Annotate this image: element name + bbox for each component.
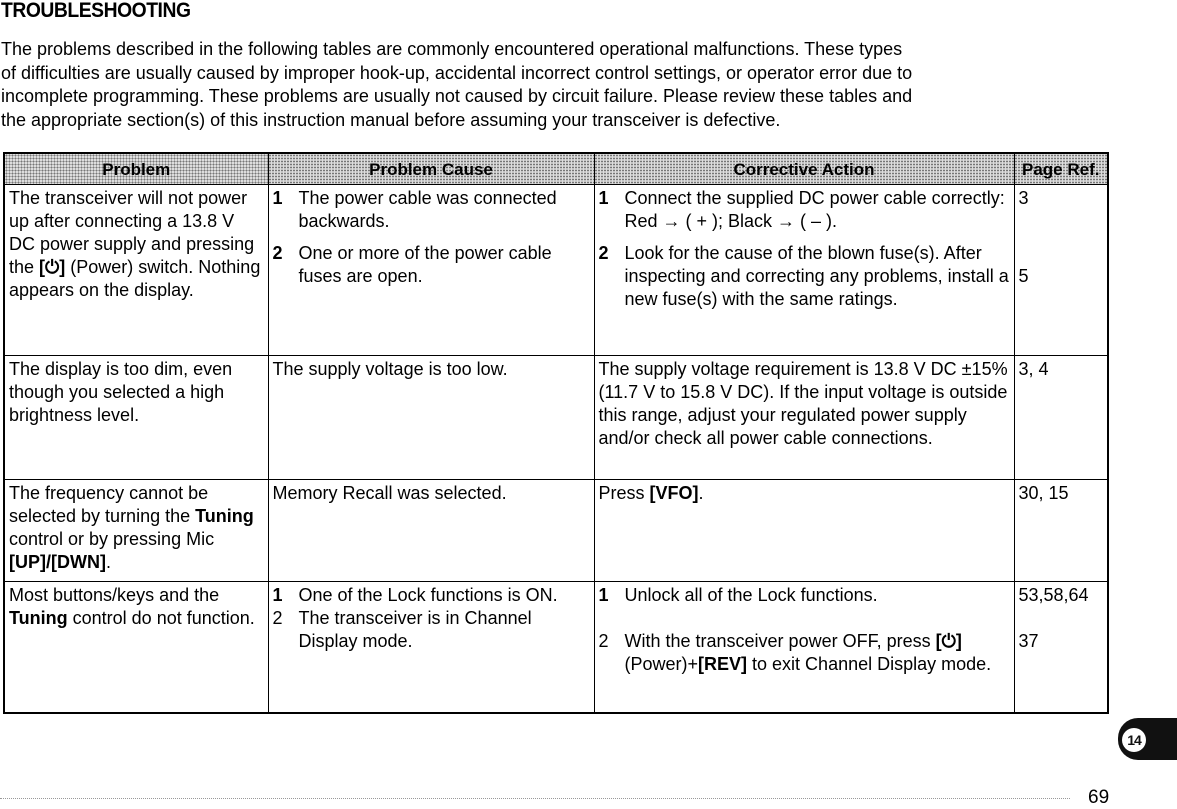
- page-ref-cell: 3 5: [1014, 185, 1108, 356]
- header-corrective-action: Corrective Action: [594, 153, 1014, 185]
- page-ref-cell: 30, 15: [1014, 480, 1108, 582]
- problem-cell: The frequency cannot be selected by turning the Tuning control or by pressing Mic [UP]/[DWN].: [4, 480, 268, 582]
- cause-cell: The supply voltage is too low.: [268, 356, 594, 480]
- power-key-label: [⏻]: [39, 257, 66, 277]
- page-title: TROUBLESHOOTING: [1, 0, 191, 22]
- page-ref-cell: 53,58,64 37: [1014, 582, 1108, 714]
- action-cell: The supply voltage requirement is 13.8 V DC ±15% (11.7 V to 15.8 V DC). If the input voltage is outside this range, adjust your regulated power supply and/or check all power cable connections.: [594, 356, 1014, 480]
- cause-cell: 1 One of the Lock functions is ON. 2 The transceiver is in Channel Display mode.: [268, 582, 594, 714]
- action-cell: Press [VFO].: [594, 480, 1014, 582]
- problem-cell: The display is too dim, even though you selected a high brightness level.: [4, 356, 268, 480]
- table-row: [4, 356, 1108, 480]
- header-problem: Problem: [4, 153, 268, 185]
- table-row: [4, 582, 1108, 714]
- action-cell: 1 Unlock all of the Lock functions. 2 With the transceiver power OFF, press [⏻] (Power)+[REV] to exit Channel Display mode.: [594, 582, 1014, 714]
- page-number: 69: [1088, 787, 1110, 808]
- cause-cell: 1 The power cable was connected backwards. 2 One or more of the power cable fuses are open.: [268, 185, 594, 356]
- header-page-ref: Page Ref.: [1014, 153, 1108, 185]
- footer-dotted-rule: [0, 798, 1070, 799]
- table-row: [4, 185, 1108, 356]
- header-problem-cause: Problem Cause: [268, 153, 594, 185]
- chapter-number-badge: 14: [1122, 728, 1146, 752]
- troubleshooting-table: [3, 152, 1109, 714]
- table-header-row: [4, 153, 1108, 185]
- problem-cell: The transceiver will not power up after connecting a 13.8 V DC power supply and pressing the [⏻] (Power) switch. Nothing appears on the display.: [4, 185, 268, 356]
- table-row: [4, 480, 1108, 582]
- intro-paragraph: The problems described in the following tables are commonly encountered operational malfunctions. These types of difficulties are usually caused by improper hook-up, accidental incorrect control settings, or operator error due to incomplete programming. These problems are usually not caused by circuit failure. Please review these tables and the appropriate section(s) of this instruction manual before assuming your transceiver is defective.: [1, 39, 913, 130]
- cause-cell: Memory Recall was selected.: [268, 480, 594, 582]
- page-ref-cell: 3, 4: [1014, 356, 1108, 480]
- problem-cell: Most buttons/keys and the Tuning control do not function.: [4, 582, 268, 714]
- action-cell: 1 Connect the supplied DC power cable correctly: Red → ( + ); Black → ( – ). 2 Look for the cause of the blown fuse(s). After inspecting and correcting any problems, install a new fuse(s) with the same ratings.: [594, 185, 1014, 356]
